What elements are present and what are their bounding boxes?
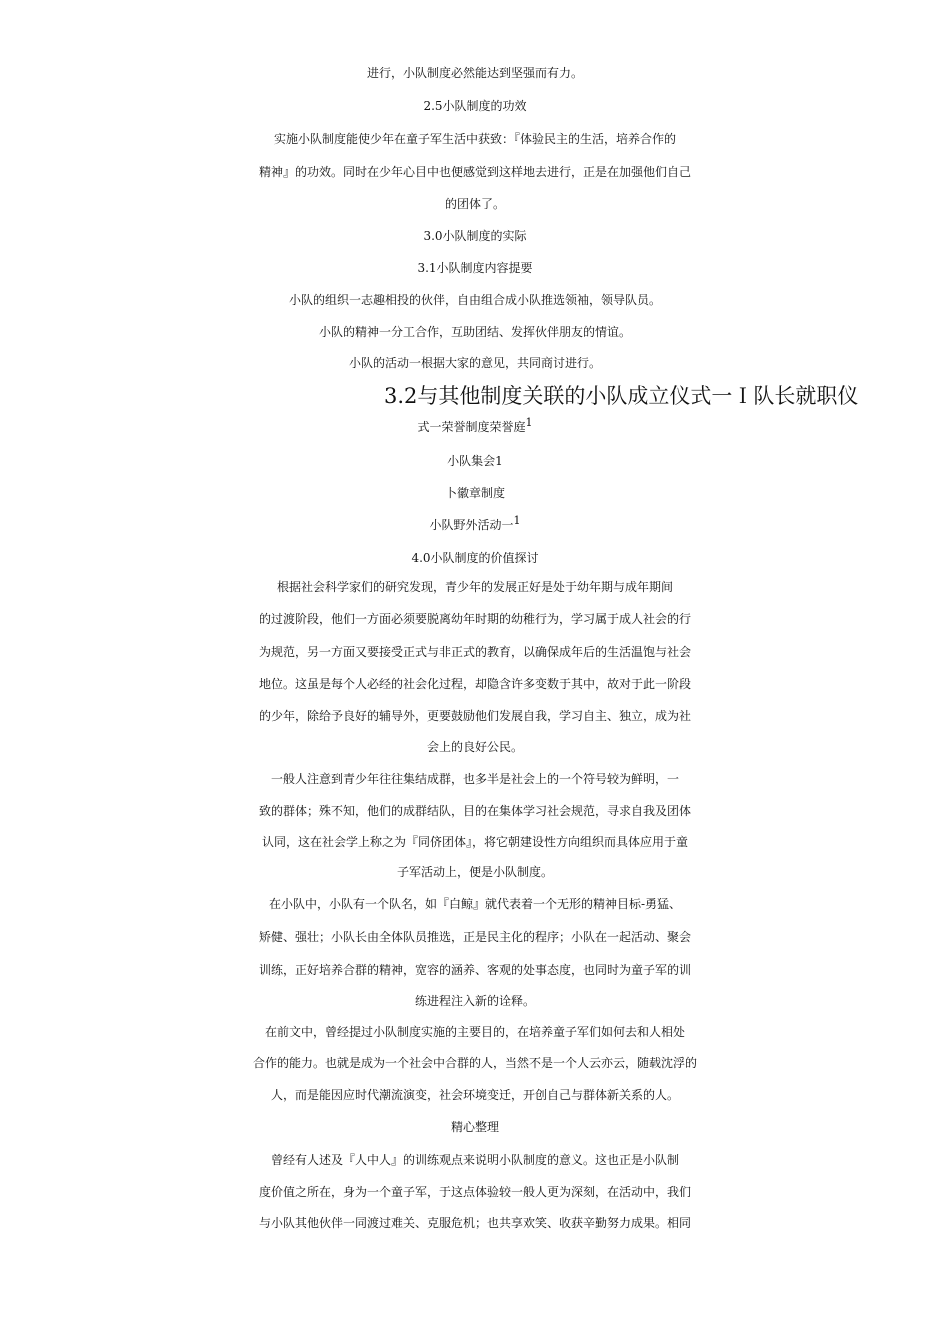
page-marker: 精心整理 xyxy=(450,1120,499,1134)
section-heading: 3.1小队制度内容提要 xyxy=(417,261,533,275)
paragraph-line: 在小队中，小队有一个队名，如『白鲸』就代表着一个无形的精神目标-勇猛、 xyxy=(268,897,682,911)
paragraph-line: 与小队其他伙伴一同渡过难关、克服危机；也共享欢笑、收获辛勤努力成果。相同 xyxy=(258,1216,691,1230)
paragraph-line: 实施小队制度能使少年在童子军生活中获致：『体验民主的生活，培养合作的 xyxy=(273,132,676,146)
paragraph-line: 训练，正好培养合群的精神，宽容的涵养、客观的处事态度，也同时为童子军的训 xyxy=(258,963,691,977)
paragraph-line: 的少年，除给予良好的辅导外，更要鼓励他们发展自我，学习自主、独立，成为社 xyxy=(258,709,691,723)
section-heading: 4.0小队制度的价值探讨 xyxy=(411,551,539,565)
paragraph-line: 曾经有人述及『人中人』的训练观点来说明小队制度的意义。这也正是小队制 xyxy=(270,1153,679,1167)
paragraph-line: 人，而是能因应时代潮流演变，社会环境变迁，开创自己与群体新关系的人。 xyxy=(270,1088,679,1102)
paragraph-line: 致的群体；殊不知，他们的成群结队，目的在集体学习社会规范，寻求自我及团体 xyxy=(258,804,691,818)
paragraph-line: 小队的活动一根据大家的意见，共同商讨进行。 xyxy=(348,356,601,370)
list-item: 卜徽章制度 xyxy=(444,486,505,500)
paragraph-line: 精神』的功效。同时在少年心目中也便感觉到这样地去进行，正是在加强他们自己 xyxy=(258,165,691,179)
section-heading: 3.0小队制度的实际 xyxy=(423,229,527,243)
paragraph-line: 认同，这在社会学上称之为『同侪团体』，将它朝建设性方向组织而具体应用于童 xyxy=(261,835,688,849)
paragraph-line: 会上的良好公民。 xyxy=(426,740,523,754)
paragraph-line: 进行，小队制度必然能达到坚强而有力。 xyxy=(366,66,583,80)
list-item: 小队集会1 xyxy=(447,454,503,468)
paragraph-line: 根据社会科学家们的研究发现，青少年的发展正好是处于幼年期与成年期间 xyxy=(276,580,673,594)
section-heading: 3.2与其他制度关联的小队成立仪式一Ｉ队长就职仪 xyxy=(384,384,859,408)
footnote-mark: 1 xyxy=(525,416,533,429)
paragraph-line: 小队的精神一分工合作，互助团结、发挥伙伴朋友的情谊。 xyxy=(318,325,631,339)
paragraph-line: 为规范，另一方面又要接受正式与非正式的教育，以确保成年后的生活温饱与社会 xyxy=(258,645,691,659)
paragraph-line: 练进程注入新的诠释。 xyxy=(414,994,535,1008)
section-heading: 2.5小队制度的功效 xyxy=(423,99,527,113)
paragraph-line: 的团体了。 xyxy=(444,197,505,211)
paragraph-line: 小队的组织一志趣相投的伙伴，自由组合成小队推选领袖，领导队员。 xyxy=(288,293,661,307)
paragraph-line: 矫健、强壮；小队长由全体队员推选，正是民主化的程序；小队在一起活动、聚会 xyxy=(258,930,691,944)
paragraph-line: 合作的能力。也就是成为一个社会中合群的人，当然不是一个人云亦云，随载沈浮的 xyxy=(252,1056,697,1070)
line-text: 式一荣誉制度荣誉庭 xyxy=(417,420,526,434)
paragraph-line: 在前文中，曾经提过小队制度实施的主要目的，在培养童子军们如何去和人相处 xyxy=(264,1025,685,1039)
paragraph-line: 度价值之所在，身为一个童子军，于这点体验较一般人更为深刻，在活动中，我们 xyxy=(258,1185,691,1199)
paragraph-line: 地位。这虽是每个人必经的社会化过程，却隐含许多变数于其中，故对于此一阶段 xyxy=(258,677,691,691)
paragraph-line: 的过渡阶段，他们一方面必须要脱离幼年时期的幼稚行为，学习属于成人社会的行 xyxy=(258,612,691,626)
paragraph-line xyxy=(0,412,950,442)
paragraph-line: 一般人注意到青少年往往集结成群，也多半是社会上的一个符号较为鲜明，一 xyxy=(270,772,679,786)
footnote-mark: 1 xyxy=(513,514,521,527)
paragraph-line: 子军活动上，便是小队制度。 xyxy=(396,865,553,879)
list-item xyxy=(0,510,950,540)
line-text: 小队野外活动一 xyxy=(429,518,514,532)
